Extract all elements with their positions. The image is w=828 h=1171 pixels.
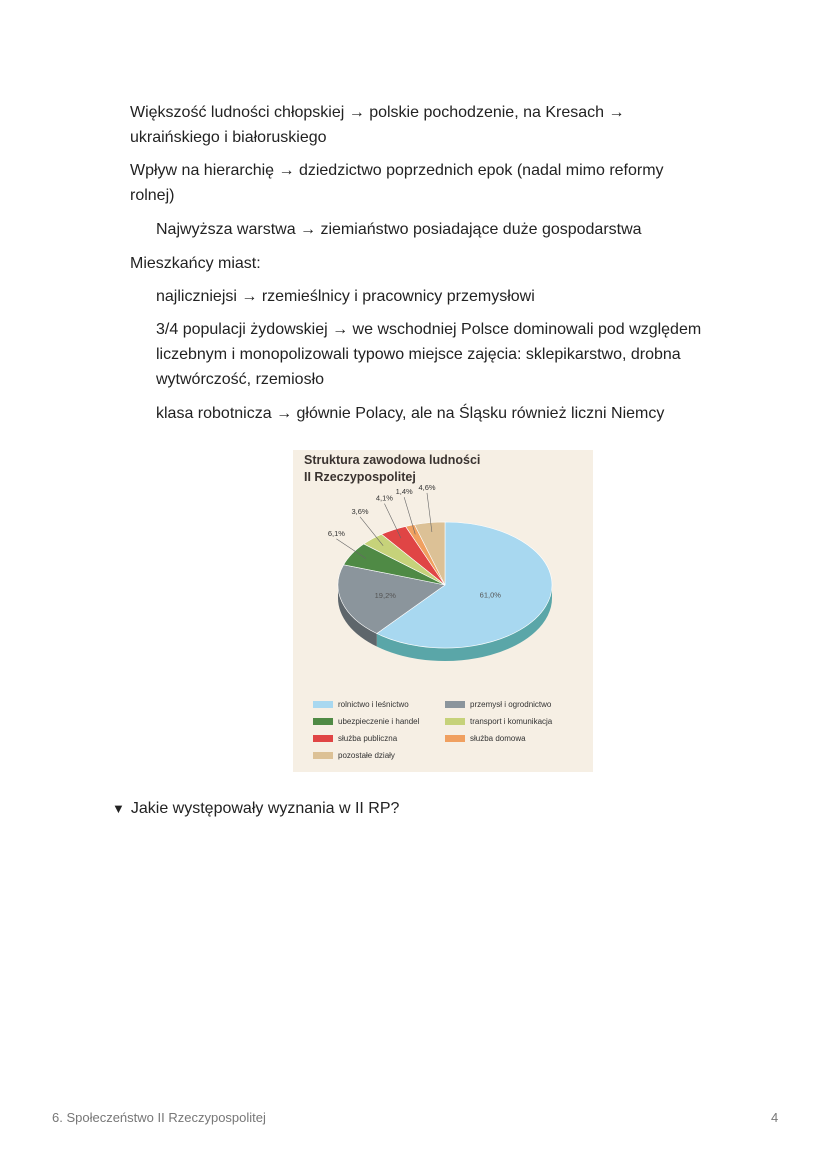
- slice-label-4: 4,1%: [375, 493, 393, 503]
- legend-item-4: [313, 734, 397, 743]
- legend-label-2: ubezpieczenie i handel: [338, 717, 420, 726]
- occupation-structure-chart: [293, 450, 593, 772]
- footer-page-number: 4: [771, 1110, 779, 1125]
- legend-item-0: [313, 700, 409, 709]
- legend-item-6: [313, 751, 395, 760]
- legend-swatch-6: [313, 752, 333, 759]
- legend-label-5: służba domowa: [470, 734, 526, 743]
- slice-label-5: 1,4%: [395, 487, 413, 497]
- legend-swatch-5: [445, 735, 465, 742]
- chart-title-line1: Struktura zawodowa ludności: [304, 453, 481, 467]
- toggle-label: Jakie występowały wyznania w II RP?: [130, 800, 400, 817]
- legend-label-1: przemysł i ogrodnictwo: [470, 700, 552, 709]
- legend-swatch-0: [313, 701, 333, 708]
- legend-item-5: [445, 734, 526, 743]
- legend-item-2: [313, 717, 419, 726]
- paragraph-city-residents: Mieszkańcy miast:: [130, 255, 261, 272]
- paragraph-working-class: klasa robotnicza → głównie Polacy, ale na Śląsku również liczni Niemcy: [156, 405, 665, 422]
- slice-label-6: 4,6%: [418, 482, 436, 492]
- legend-label-3: transport i komunikacja: [470, 717, 553, 726]
- paragraph-hierarchy: Wpływ na hierarchię → dziedzictwo poprzednich epok (nadal mimo reformy rolnej): [130, 162, 664, 204]
- footer-chapter-title: 6. Społeczeństwo II Rzeczypospolitej: [52, 1110, 266, 1125]
- chart-title-line2: II Rzeczypospolitej: [304, 470, 416, 484]
- legend-swatch-1: [445, 701, 465, 708]
- paragraph-peasant-origin: Większość ludności chłopskiej → polskie pochodzenie, na Kresach → ukraińskiego i białoruskiego: [130, 104, 625, 146]
- legend-swatch-3: [445, 718, 465, 725]
- paragraph-jewish-population: 3/4 populacji żydowskiej → we wschodniej Polsce dominowali pod względem liczebnym i monopolizowali typowo miejsce zajęcia: sklepikarstwo, drobna wytwórczość, rzemiosło: [156, 321, 702, 388]
- legend-swatch-4: [313, 735, 333, 742]
- paragraph-most-numerous: najliczniejsi → rzemieślnicy i pracownicy przemysłowi: [156, 288, 535, 305]
- paragraph-top-layer: Najwyższa warstwa → ziemiaństwo posiadające duże gospodarstwa: [156, 221, 642, 238]
- slice-label-0: 61,0%: [479, 590, 501, 600]
- legend-label-6: pozostałe działy: [338, 751, 395, 760]
- toggle-faiths-question[interactable]: [112, 798, 399, 820]
- slice-label-3: 3,6%: [351, 506, 369, 516]
- legend-item-1: [445, 700, 551, 709]
- legend-item-3: [445, 717, 552, 726]
- legend-label-0: rolnictwo i leśnictwo: [338, 700, 409, 709]
- slice-label-2: 6,1%: [327, 528, 345, 538]
- triangle-down-icon[interactable]: ▼: [112, 801, 125, 816]
- legend-swatch-2: [313, 718, 333, 725]
- legend-label-4: służba publiczna: [338, 734, 398, 743]
- slice-label-1: 19,2%: [374, 590, 396, 600]
